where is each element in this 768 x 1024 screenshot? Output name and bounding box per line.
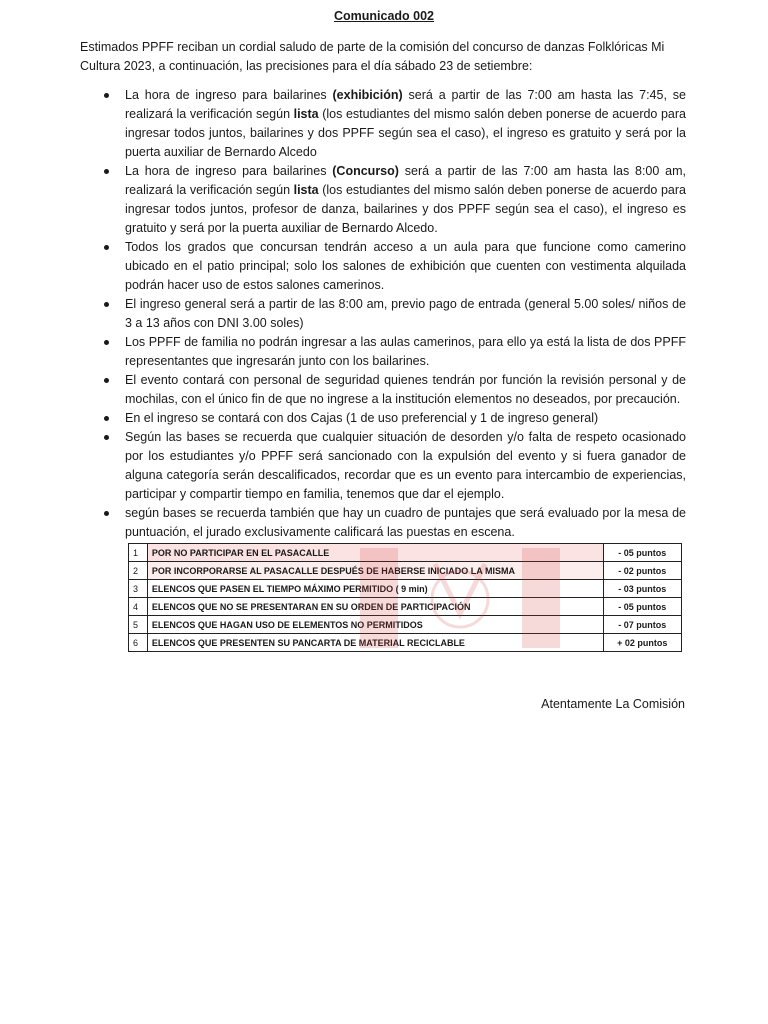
bullet-icon bbox=[104, 435, 109, 440]
bullet-text: Todos los grados que concursan tendrán acceso a un aula para que funcione como camerino ubicado en el patio principal; solo los salones de exhibición que cuenten con vestimenta alquilada podrán hacer uso de estos salones camerinos. bbox=[125, 240, 686, 292]
bullet-icon bbox=[104, 245, 109, 250]
list-item bbox=[80, 409, 686, 428]
table-row bbox=[129, 598, 682, 616]
bullet-text: según bases se recuerda también que hay un cuadro de puntajes que será evaluado por la mesa de puntuación, el jurado exclusivamente calificará las puestas en escena. bbox=[125, 506, 686, 539]
bullet-text: La hora de ingreso para bailarines bbox=[125, 88, 333, 102]
row-points: - 07 puntos bbox=[603, 616, 681, 634]
row-points: - 02 puntos bbox=[603, 562, 681, 580]
bullet-text: (los estudiantes del mismo salón deben ponerse de acuerdo para ingresar todos juntos, bailarines y dos PPFF según sea el caso), el ingreso es gratuito y será por la puerta auxiliar de Bernardo Alcedo bbox=[125, 107, 686, 159]
document-title: Comunicado 002 bbox=[333, 9, 435, 23]
list-item bbox=[80, 86, 686, 162]
list-item bbox=[80, 162, 686, 238]
row-number: 5 bbox=[129, 616, 148, 634]
bullet-list bbox=[80, 86, 686, 542]
bullet-text: Los PPFF de familia no podrán ingresar a las aulas camerinos, para ello ya está la lista de dos PPFF representantes que ingresarán junto con los bailarines. bbox=[125, 335, 686, 368]
bullet-icon bbox=[104, 416, 109, 421]
bullet-text: La hora de ingreso para bailarines bbox=[125, 164, 333, 178]
row-number: 1 bbox=[129, 544, 148, 562]
table-row bbox=[129, 616, 682, 634]
bullet-icon bbox=[104, 378, 109, 383]
bullet-text: será a partir de las 7:00 am hasta las 8:00 am, realizará la verificación según bbox=[125, 164, 686, 197]
score-table bbox=[128, 543, 682, 652]
list-item bbox=[80, 504, 686, 542]
bullet-bold-text: lista bbox=[293, 183, 319, 197]
table-row bbox=[129, 580, 682, 598]
list-item bbox=[80, 333, 686, 371]
row-number: 4 bbox=[129, 598, 148, 616]
bullet-icon bbox=[104, 511, 109, 516]
bullet-icon bbox=[104, 93, 109, 98]
list-item bbox=[80, 428, 686, 504]
bullet-icon bbox=[104, 169, 109, 174]
row-points: - 05 puntos bbox=[603, 544, 681, 562]
row-number: 2 bbox=[129, 562, 148, 580]
row-description: ELENCOS QUE HAGAN USO DE ELEMENTOS NO PERMITIDOS bbox=[147, 616, 603, 634]
bullet-bold-text: lista bbox=[293, 107, 319, 121]
row-description: POR INCORPORARSE AL PASACALLE DESPUÉS DE HABERSE INICIADO LA MISMA bbox=[147, 562, 603, 580]
list-item bbox=[80, 238, 686, 295]
intro-paragraph: Estimados PPFF reciban un cordial saludo de parte de la comisión del concurso de danzas Folklóricas Mi Cultura 2023, a continuación, las precisiones para el día sábado 23 de setiembre: bbox=[80, 40, 665, 73]
row-description: ELENCOS QUE NO SE PRESENTARAN EN SU ORDEN DE PARTICIPACIÓN bbox=[147, 598, 603, 616]
bullet-text: En el ingreso se contará con dos Cajas (1 de uso preferencial y 1 de ingreso general) bbox=[125, 411, 599, 425]
bullet-bold-text: (exhibición) bbox=[332, 88, 403, 102]
bullet-icon bbox=[104, 340, 109, 345]
bullet-text: (los estudiantes del mismo salón deben ponerse de acuerdo para ingresar todos juntos, profesor de danza, bailarines y dos PPFF según sea el caso), el ingreso es gratuito y será por la puerta auxiliar de Bernardo Alcedo. bbox=[125, 183, 686, 235]
row-number: 3 bbox=[129, 580, 148, 598]
row-points: - 05 puntos bbox=[603, 598, 681, 616]
bullet-bold-text: (Concurso) bbox=[332, 164, 399, 178]
bullet-text: será a partir de las 7:00 am hasta las 7:45, se realizará la verificación según bbox=[125, 88, 686, 121]
table-row bbox=[129, 544, 682, 562]
bullet-text: El ingreso general será a partir de las 8:00 am, previo pago de entrada (general 5.00 soles/ niños de 3 a 13 años con DNI 3.00 soles) bbox=[125, 297, 686, 330]
closing-signature: Atentamente La Comisión bbox=[541, 697, 685, 711]
list-item bbox=[80, 295, 686, 333]
row-points: + 02 puntos bbox=[603, 634, 681, 652]
row-number: 6 bbox=[129, 634, 148, 652]
row-description: POR NO PARTICIPAR EN EL PASACALLE bbox=[147, 544, 603, 562]
row-points: - 03 puntos bbox=[603, 580, 681, 598]
row-description: ELENCOS QUE PRESENTEN SU PANCARTA DE MATERIAL RECICLABLE bbox=[147, 634, 603, 652]
bullet-text: El evento contará con personal de seguridad quienes tendrán por función la revisión personal y de mochilas, con el único fin de que no ingrese a la institución elementos no deseados, por precaución. bbox=[125, 373, 686, 406]
table-row bbox=[129, 562, 682, 580]
list-item bbox=[80, 371, 686, 409]
bullet-text: Según las bases se recuerda que cualquier situación de desorden y/o falta de respeto ocasionado por los estudiantes y/o PPFF será sancionado con la expulsión del evento y si fuera ganador de alguna categoría serán descalificados, recordar que es un evento para intercambio de experiencias, participar y compartir tiempo en familia, tenemos que dar el ejemplo. bbox=[125, 430, 686, 501]
table-row bbox=[129, 634, 682, 652]
bullet-icon bbox=[104, 302, 109, 307]
row-description: ELENCOS QUE PASEN EL TIEMPO MÁXIMO PERMITIDO ( 9 min) bbox=[147, 580, 603, 598]
